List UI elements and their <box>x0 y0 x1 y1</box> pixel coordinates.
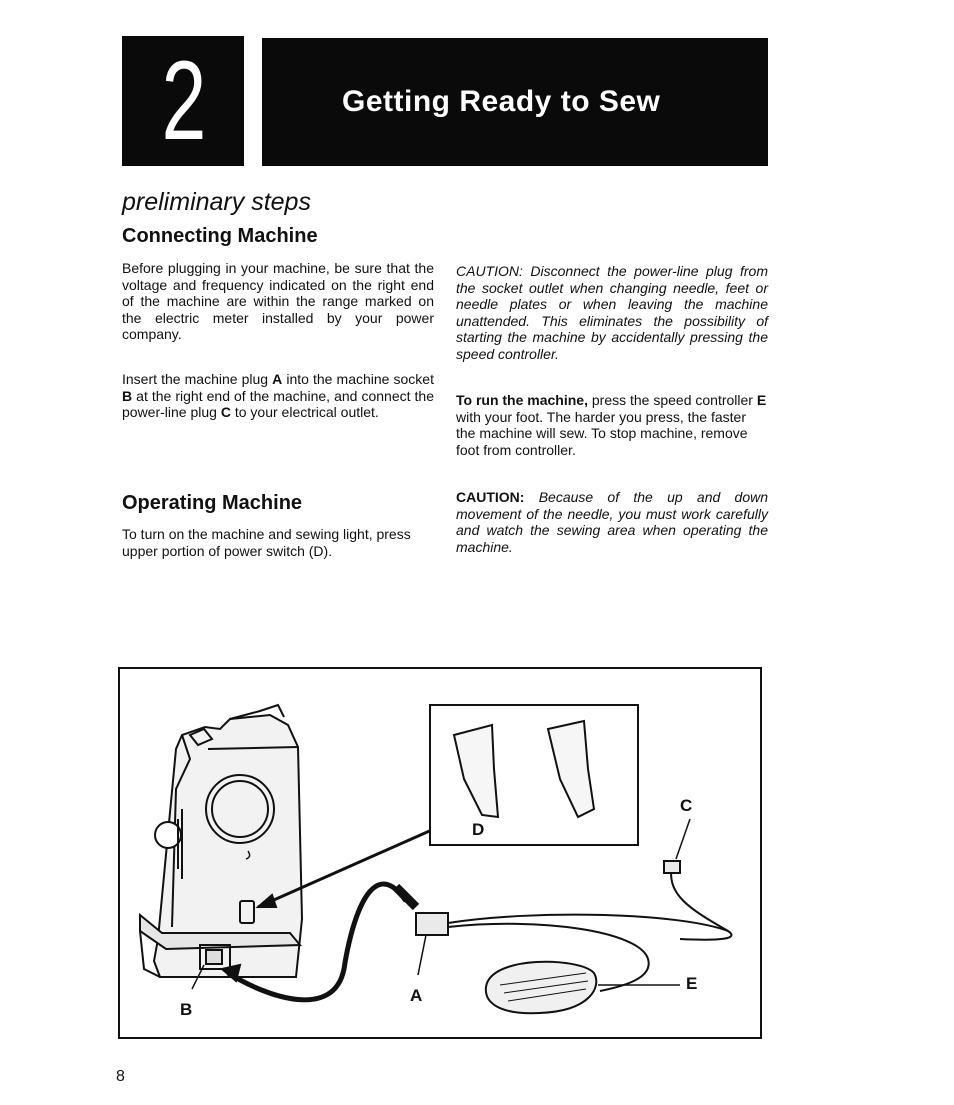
label-a: A <box>410 986 423 1005</box>
chapter-number: 2 <box>161 38 205 163</box>
machine-connection-illustration <box>118 667 762 1039</box>
connecting-heading: Connecting Machine <box>122 225 318 247</box>
operating-para: To turn on the machine and sewing light, press upper portion of power switch (D). <box>122 526 411 559</box>
chapter-title: Getting Ready to Sew <box>342 85 661 118</box>
caution-needle: CAUTION: Because of the up and down movement of the needle, you must work carefully and watch the sewing area when operating the machine. <box>456 489 768 555</box>
leader-c <box>676 819 690 859</box>
operating-heading: Operating Machine <box>122 492 303 514</box>
caution-disconnect: CAUTION: Disconnect the power-line plug from the socket outlet when changing needle, feet or needle plates or when leaving the machine unattended. This eliminates the possibility of starting the machine by accidentally pressing the speed controller. <box>456 263 768 362</box>
run-machine-para: To run the machine, press the speed controller E with your foot. The harder you press, the faster the machine will sew. To stop machine, remove foot from controller. <box>456 392 767 458</box>
connecting-para-1: Before plugging in your machine, be sure that the voltage and frequency indicated on the right end of the machine are within the range marked on the electric meter installed by your power company. <box>122 260 434 342</box>
leader-a <box>418 935 426 975</box>
machine-plug-a <box>416 913 448 935</box>
curved-arrow-tail <box>396 887 416 907</box>
label-b: B <box>180 1000 193 1019</box>
power-plug-c <box>664 861 680 873</box>
connecting-para-2: Insert the machine plug A into the machine socket B at the right end of the machine, and connect the power-line plug C to your electrical outlet. <box>122 371 434 420</box>
page-number: 8 <box>116 1068 125 1085</box>
label-c: C <box>680 796 693 815</box>
cord-to-outlet <box>448 915 731 940</box>
label-e: E <box>686 974 698 993</box>
chapter-number-box <box>122 36 244 166</box>
illustration-drawing <box>120 669 760 1037</box>
inset-box-d <box>430 705 638 845</box>
socket-b-inner <box>206 950 222 964</box>
chapter-title-bar <box>262 38 768 166</box>
section-title: preliminary steps <box>122 188 311 216</box>
label-d: D <box>472 820 485 839</box>
